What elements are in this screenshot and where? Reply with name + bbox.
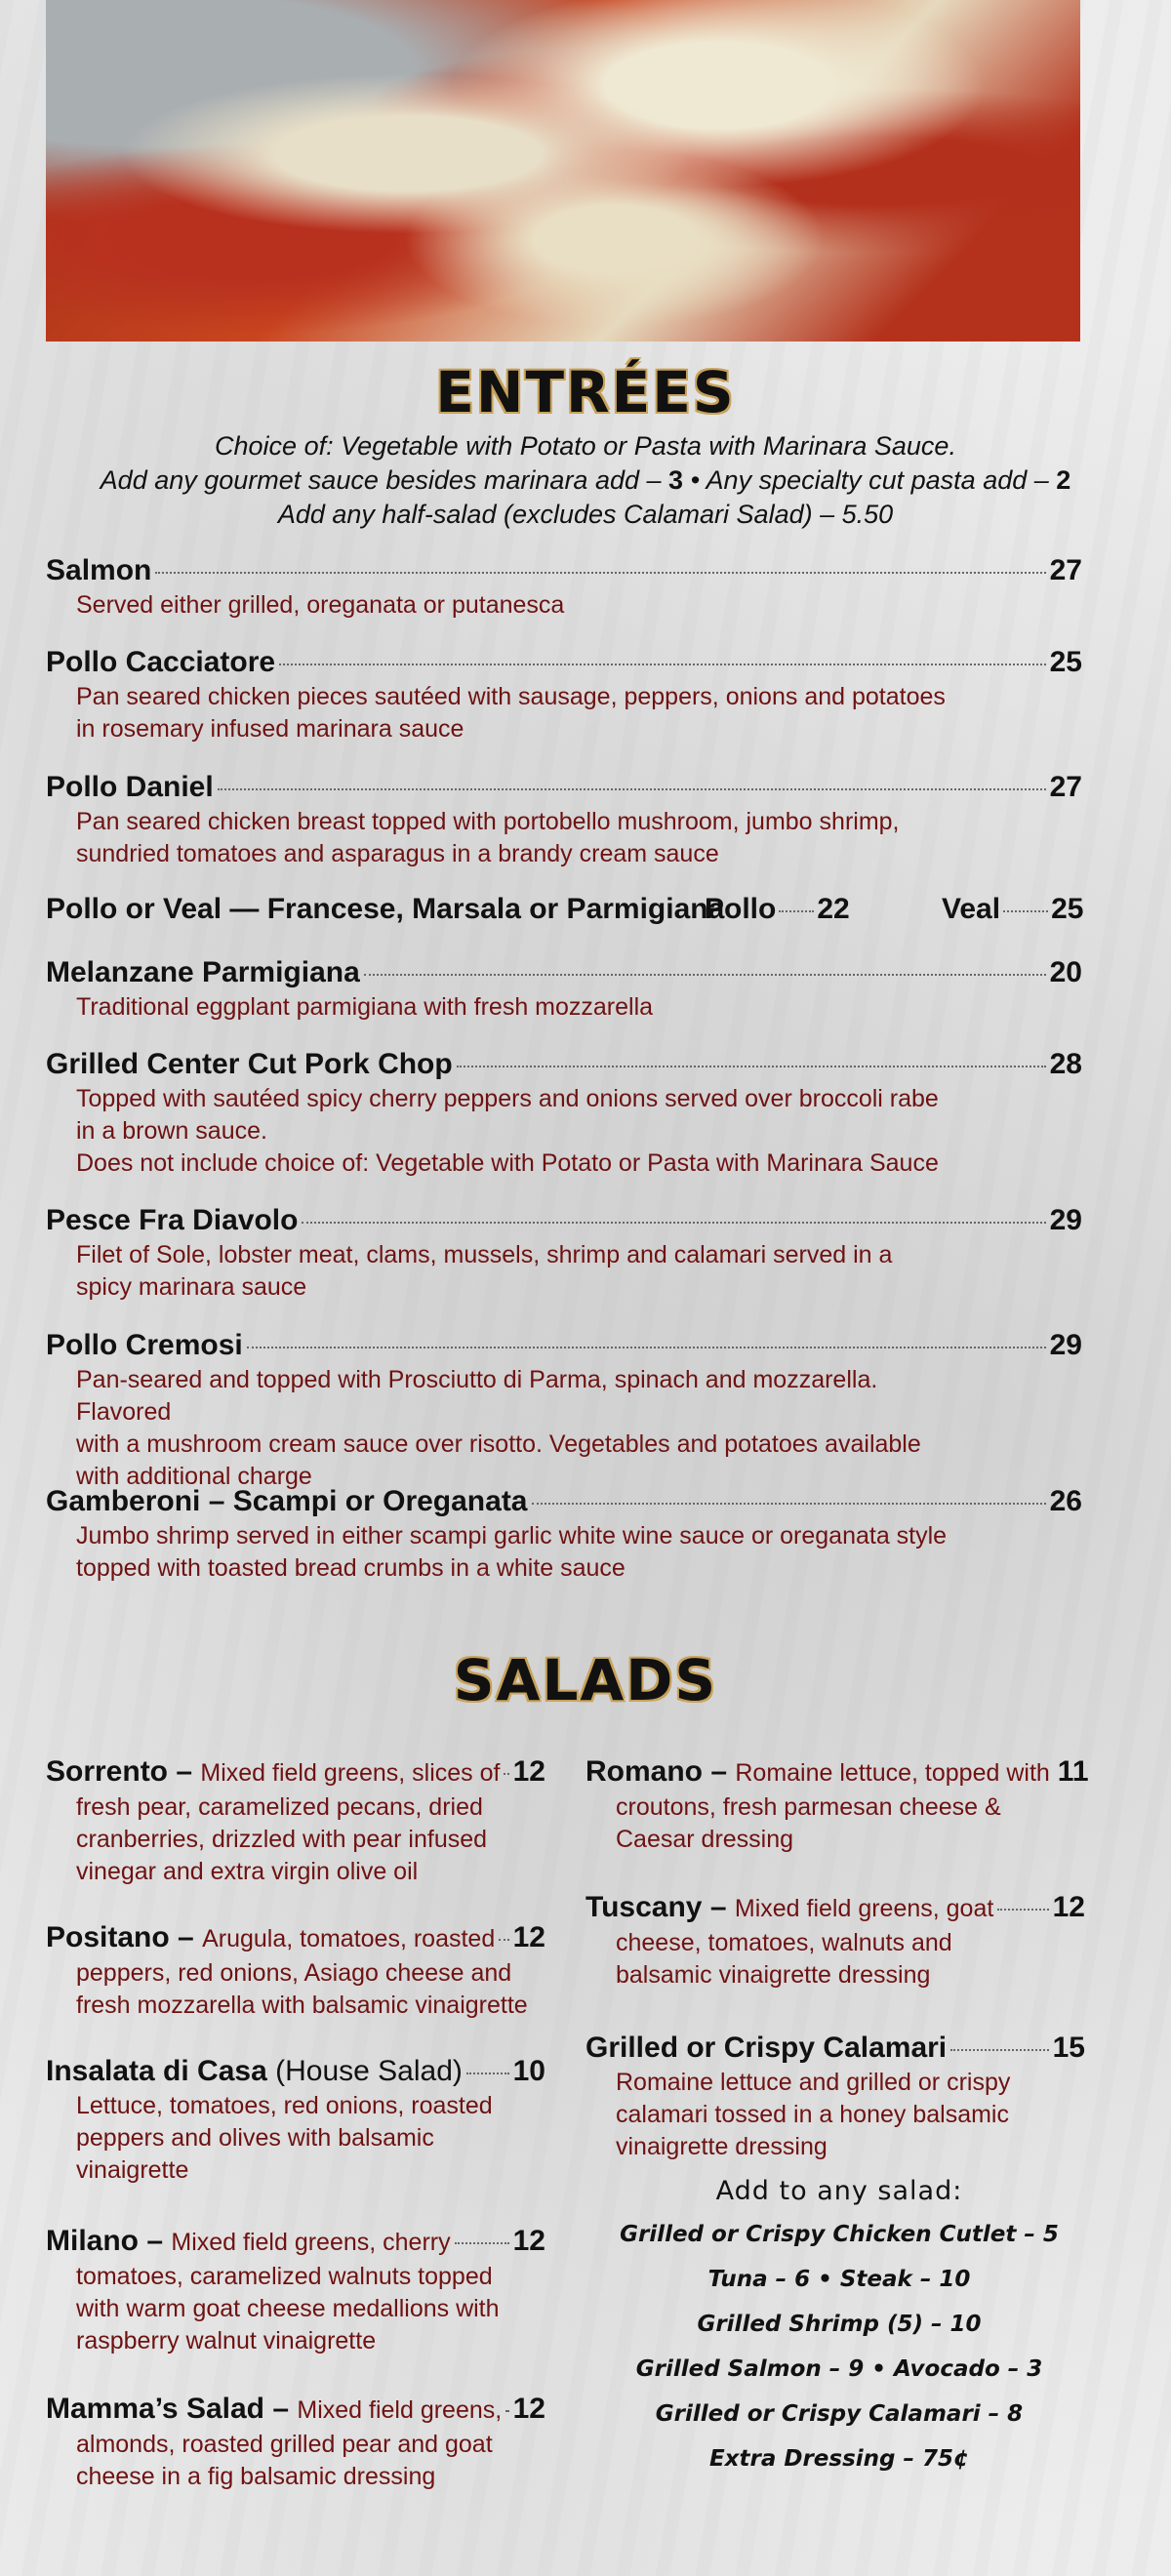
menu-item-name: Pollo Cacciatore (46, 646, 276, 678)
salad-name (46, 1919, 495, 1957)
addon-line: Extra Dressing – 75¢ (708, 2446, 970, 2472)
salad-inline-description: Mixed field greens, cherry (171, 2229, 451, 2256)
description-line: Romaine lettuce and grilled or crispy (616, 2069, 1011, 2096)
description-line: calamari tossed in a honey balsamic (616, 2101, 1009, 2128)
description-line: cheese in a fig balsamic dressing (76, 2463, 436, 2490)
salad-inline-description: Arugula, tomatoes, roasted (202, 1925, 496, 1952)
menu-item-description (46, 1520, 954, 1585)
salad-price: 11 (1057, 1755, 1089, 1788)
dot-leader (505, 2410, 508, 2412)
menu-item-description (46, 681, 954, 745)
salad-title: Romano (586, 1755, 703, 1788)
menu-item-name: Gamberoni – Scampi or Oreganata (46, 1485, 528, 1517)
salad-item-row (46, 2053, 545, 2090)
menu-item-price: 20 (1049, 956, 1082, 988)
dot-leader (1003, 910, 1048, 912)
salad-description (46, 2429, 545, 2493)
description-line: in a brown sauce. (76, 1117, 267, 1145)
salad-title: Milano (46, 2225, 139, 2257)
menu-item-row (46, 1202, 1082, 1239)
menu-item-name: Pollo or Veal — Francese, Marsala or Parmigiana (46, 893, 725, 925)
salad-dash: – (709, 1891, 727, 1923)
description-line: balsamic vinaigrette dressing (616, 1961, 931, 1989)
menu-item-row (46, 644, 1082, 681)
salad-price: 12 (1052, 1891, 1085, 1923)
description-line: sundried tomatoes and asparagus in a brandy cream sauce (76, 840, 719, 867)
addon-line: Grilled or Crispy Calamari – 8 (655, 2401, 1024, 2427)
description-line: in rosemary infused marinara sauce (76, 715, 464, 743)
salad-description (586, 2067, 1085, 2163)
dot-leader (457, 1066, 1046, 1067)
description-line: Filet of Sole, lobster meat, clams, mussels, shrimp and calamari served in a (76, 1241, 893, 1268)
description-line: Does not include choice of: Vegetable with Potato or Pasta with Marinara Sauce (76, 1149, 939, 1177)
menu-item-row (46, 552, 1082, 589)
salad-item (46, 1753, 545, 1888)
salad-name (586, 2030, 947, 2067)
menu-item-description (46, 1083, 954, 1180)
menu-item-name: Salmon (46, 554, 152, 586)
salad-name (46, 2053, 463, 2090)
salad-price: 15 (1052, 2032, 1085, 2064)
description-line: spicy marinara sauce (76, 1273, 307, 1301)
addon-list (586, 2212, 1093, 2481)
menu-item-description (46, 991, 954, 1024)
salad-item-row (46, 1919, 545, 1957)
pollo-price-group (705, 891, 850, 928)
menu-item-price: 26 (1049, 1485, 1082, 1517)
description-line: topped with toasted bread crumbs in a white sauce (76, 1554, 626, 1582)
salad-item-row (586, 2030, 1085, 2067)
intro-line-1: Choice of: Vegetable with Potato or Pasta with Marinara Sauce. (215, 431, 956, 461)
menu-item-price: 27 (1049, 771, 1082, 803)
salad-title: Insalata di Casa (46, 2055, 267, 2087)
description-line: cranberries, drizzled with pear infused (76, 1826, 488, 1853)
dot-leader (302, 1222, 1045, 1224)
description-line: croutons, fresh parmesan cheese & (616, 1793, 1001, 1821)
description-line: Pan seared chicken breast topped with portobello mushroom, jumbo shrimp, (76, 808, 900, 835)
menu-item-row (46, 1483, 1082, 1520)
description-line: Caesar dressing (616, 1826, 794, 1853)
salad-dash: – (272, 2393, 290, 2425)
dot-leader (155, 572, 1045, 574)
menu-item-row (46, 1046, 1082, 1083)
salad-price: 12 (512, 2393, 545, 2425)
salad-description (586, 1927, 1085, 1992)
description-line: Topped with sautéed spicy cherry peppers and onions served over broccoli rabe (76, 1085, 939, 1112)
menu-item-description (46, 589, 954, 622)
food-photo (46, 0, 1080, 342)
dot-leader (532, 1503, 1046, 1505)
menu-item-description (46, 1364, 954, 1493)
menu-item (46, 552, 1082, 622)
description-line: peppers, red onions, Asiago cheese and (76, 1959, 512, 1987)
salad-description (46, 2090, 545, 2187)
description-line: fresh pear, caramelized pecans, dried (76, 1793, 483, 1821)
menu-item-name: Pollo Daniel (46, 771, 214, 803)
salad-inline-description: Romaine lettuce, topped with (735, 1759, 1050, 1787)
salad-price: 12 (512, 2225, 545, 2257)
salad-title: Grilled or Crispy Calamari (586, 2032, 948, 2064)
menu-item-row (46, 1327, 1082, 1364)
salad-item (46, 1919, 545, 2022)
pollo-price: 22 (817, 893, 850, 925)
veal-price: 25 (1051, 893, 1084, 925)
entrees-intro (0, 429, 1171, 532)
menu-item (46, 769, 1082, 870)
veal-price-group (942, 891, 1083, 928)
description-line: Lettuce, tomatoes, red onions, roasted (76, 2092, 493, 2119)
pollo-label: Pollo (705, 893, 777, 925)
addon-line: Grilled Shrimp (5) – 10 (697, 2312, 982, 2337)
description-line: Pan-seared and topped with Prosciutto di Parma, spinach and mozzarella. Flavored (76, 1366, 878, 1426)
menu-item-row (46, 769, 1082, 806)
salad-name (586, 1889, 993, 1927)
menu-item-name: Melanzane Parmigiana (46, 956, 360, 988)
salads-heading: SALADS (453, 1647, 718, 1713)
salad-inline-description: Mixed field greens, (297, 2396, 503, 2424)
menu-item-description (46, 806, 954, 870)
salad-item (46, 2391, 545, 2493)
salad-price: 12 (512, 1755, 545, 1788)
salad-description (46, 1791, 545, 1888)
salad-price: 10 (512, 2055, 545, 2087)
salad-item (586, 1753, 1089, 1856)
dot-leader (779, 910, 814, 912)
salad-description (46, 2261, 545, 2357)
salad-item-row (586, 1889, 1085, 1927)
salad-name (46, 2223, 451, 2261)
salad-description (586, 1791, 1085, 1856)
intro-line-2: Add any gourmet sauce besides marinara add – 3 • Any specialty cut pasta add – 2 (100, 465, 1071, 495)
dot-leader (279, 664, 1046, 665)
description-line: Traditional eggplant parmigiana with fresh mozzarella (76, 993, 654, 1021)
intro-line-3: Add any half-salad (excludes Calamari Salad) – 5.50 (277, 500, 894, 529)
description-line: with a mushroom cream sauce over risotto. Vegetables and potatoes available (76, 1430, 921, 1458)
description-line: cheese, tomatoes, walnuts and (616, 1929, 952, 1956)
salad-dash: – (710, 1755, 728, 1788)
menu-item-name: Grilled Center Cut Pork Chop (46, 1048, 453, 1080)
description-line: tomatoes, caramelized walnuts topped (76, 2263, 493, 2290)
salad-item-row (46, 1753, 545, 1791)
menu-item (46, 1202, 1082, 1304)
entrees-heading: ENTRÉES (435, 359, 736, 425)
salad-title: Sorrento (46, 1755, 169, 1788)
description-line: Pan seared chicken pieces sautéed with sausage, peppers, onions and potatoes (76, 683, 946, 710)
menu-item (46, 954, 1082, 1024)
salad-item-row (586, 1753, 1089, 1791)
salad-price: 12 (512, 1921, 545, 1953)
description-line: vinaigrette (76, 2156, 189, 2184)
salad-name (46, 1753, 500, 1791)
salad-dash: – (146, 2225, 164, 2257)
salad-item (586, 2030, 1085, 2163)
description-line: vinegar and extra virgin olive oil (76, 1858, 419, 1885)
dot-leader (950, 2049, 1048, 2051)
menu-item-row (46, 954, 1082, 991)
addon-line: Tuna – 6 • Steak – 10 (707, 2267, 971, 2292)
description-line: with additional charge (76, 1463, 312, 1490)
description-line: raspberry walnut vinaigrette (76, 2327, 377, 2355)
menu-item-name: Pesce Fra Diavolo (46, 1204, 299, 1236)
menu-item-price: 25 (1049, 646, 1082, 678)
salad-dash: – (176, 1755, 193, 1788)
menu-item-price: 29 (1049, 1329, 1082, 1361)
salad-name (586, 1753, 1050, 1791)
menu-item-description (46, 1239, 954, 1304)
salad-title: Tuscany (586, 1891, 703, 1923)
description-line: peppers and olives with balsamic (76, 2124, 434, 2152)
dot-leader (499, 1939, 508, 1941)
salad-item (46, 2223, 545, 2357)
dot-leader (466, 2073, 509, 2074)
salad-subtitle: (House Salad) (275, 2055, 463, 2087)
description-line: Served either grilled, oreganata or putanesca (76, 591, 565, 619)
salad-name (46, 2391, 502, 2429)
description-line: fresh mozzarella with balsamic vinaigrette (76, 1992, 528, 2019)
salad-dash: – (178, 1921, 194, 1953)
dot-leader (997, 1909, 1048, 1911)
menu-item-name: Pollo Cremosi (46, 1329, 243, 1361)
dot-leader (455, 2242, 509, 2244)
salad-title: Mamma’s Salad (46, 2393, 264, 2425)
menu-item (46, 1046, 1082, 1180)
menu-item (46, 1327, 1082, 1493)
description-line: Jumbo shrimp served in either scampi garlic white wine sauce or oreganata style (76, 1522, 948, 1550)
dot-leader (504, 1773, 508, 1775)
dot-leader (364, 974, 1046, 976)
dot-leader (247, 1347, 1046, 1348)
menu-item-price: 29 (1049, 1204, 1082, 1236)
description-line: vinaigrette dressing (616, 2133, 828, 2160)
menu-item (46, 1483, 1082, 1585)
salad-title: Positano (46, 1921, 170, 1953)
salad-inline-description: Mixed field greens, slices of (200, 1759, 501, 1787)
addon-line: Grilled Salmon – 9 • Avocado – 3 (635, 2356, 1043, 2382)
menu-item-price: 27 (1049, 554, 1082, 586)
salad-item (46, 2053, 545, 2187)
addon-line: Grilled or Crispy Chicken Cutlet – 5 (620, 2222, 1059, 2247)
salad-item (586, 1889, 1085, 1992)
salad-addons (586, 2176, 1093, 2481)
salad-inline-description: Mixed field greens, goat (734, 1895, 994, 1922)
salad-item-row (46, 2391, 545, 2429)
veal-label: Veal (942, 893, 1001, 925)
addon-title: Add to any salad: (715, 2176, 963, 2206)
description-line: almonds, roasted grilled pear and goat (76, 2431, 493, 2458)
salad-description (46, 1957, 545, 2022)
dot-leader (218, 788, 1046, 790)
menu-item-price: 28 (1049, 1048, 1082, 1080)
description-line: with warm goat cheese medallions with (76, 2295, 500, 2322)
salad-item-row (46, 2223, 545, 2261)
menu-item (46, 644, 1082, 745)
